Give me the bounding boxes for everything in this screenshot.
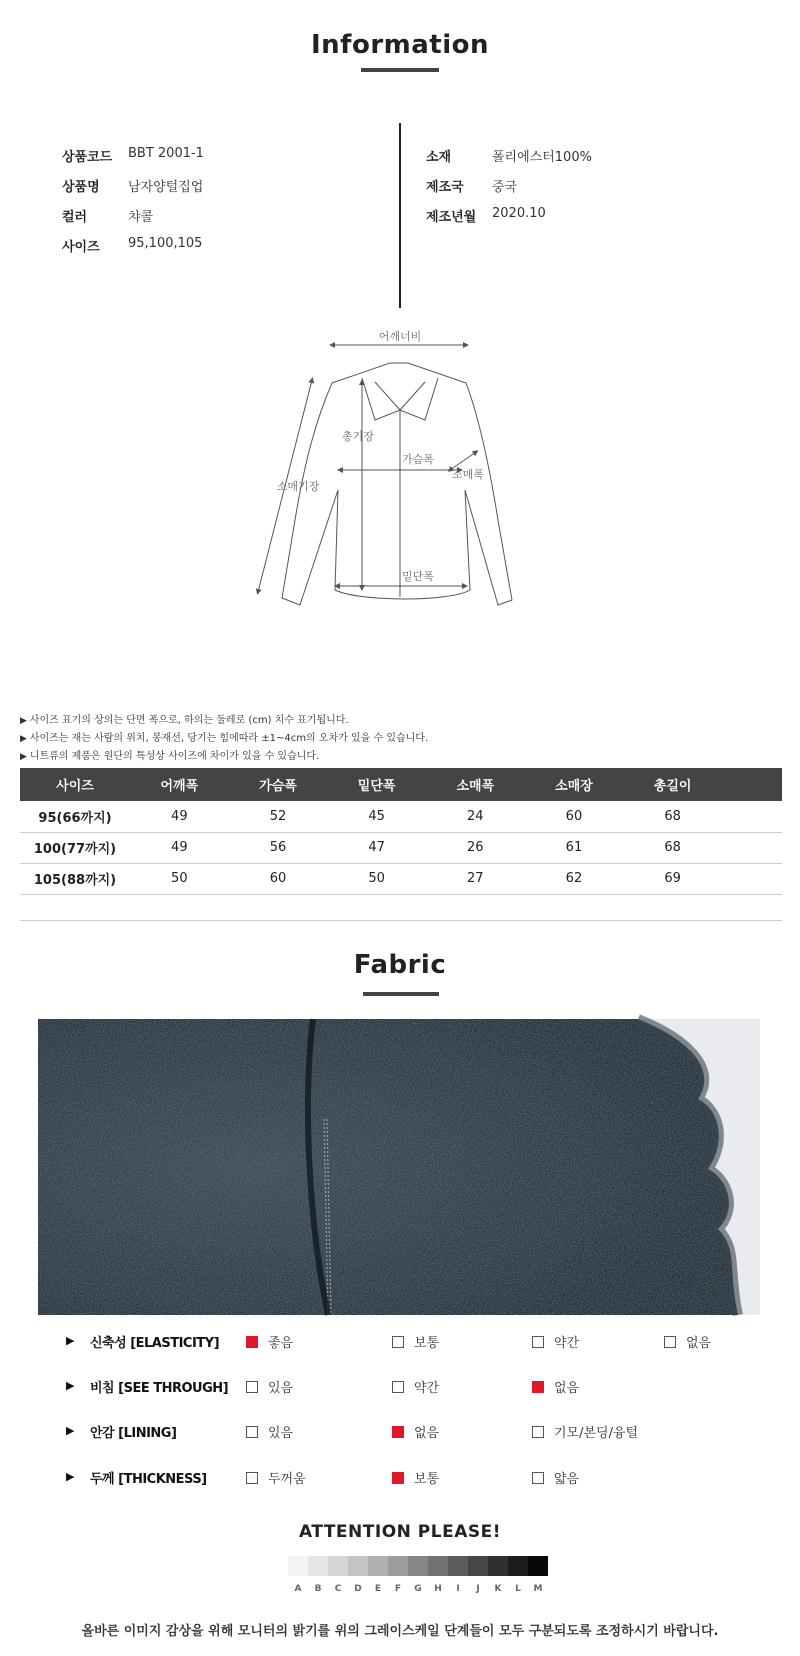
checked-box-icon (532, 1381, 544, 1393)
grayscale-letter: F (394, 1584, 402, 1594)
header-chest: 가슴폭 (229, 768, 328, 801)
info-row (426, 146, 592, 166)
grayscale-letter: H (434, 1584, 442, 1594)
grayscale-letter: E (374, 1584, 382, 1594)
info-label: 상품명 (62, 180, 100, 195)
grayscale-cell (408, 1556, 428, 1576)
grayscale-letter: C (334, 1584, 342, 1594)
option-label: 두꺼움 (268, 1472, 306, 1487)
option-label: 보통 (414, 1472, 440, 1487)
option-label: 있음 (268, 1381, 294, 1396)
table-row (20, 832, 782, 863)
size-table (20, 768, 782, 895)
table-row (20, 863, 782, 894)
attribute-option (532, 1332, 579, 1351)
table-cell: 49 (130, 832, 229, 863)
fabric-title-underline (363, 992, 439, 996)
shoulder-label: 어깨너비 (378, 330, 422, 343)
grayscale-strip (288, 1556, 548, 1576)
table-cell: 52 (229, 801, 328, 832)
option-label: 약간 (554, 1336, 580, 1351)
table-cell: 45 (327, 801, 426, 832)
table-cell: 62 (525, 863, 624, 894)
option-label: 기모/본딩/융털 (554, 1426, 639, 1441)
length-label: 총기장 (342, 430, 374, 443)
attribute-option (532, 1422, 638, 1441)
table-cell: 60 (229, 863, 328, 894)
table-cell: 50 (327, 863, 426, 894)
table-cell-spacer (722, 832, 782, 863)
info-value: 남자양털집업 (128, 180, 204, 195)
header-shoulder: 어깨폭 (130, 768, 229, 801)
fabric-attribute-row (0, 1330, 800, 1354)
information-title-underline (361, 68, 439, 72)
grayscale-cell (508, 1556, 528, 1576)
option-label: 있음 (268, 1426, 294, 1441)
grayscale-cell (528, 1556, 548, 1576)
grayscale-letter: L (515, 1584, 521, 1594)
hem-label: 밑단폭 (402, 570, 434, 583)
attribute-option (392, 1377, 439, 1396)
arrow-right-icon: ▶ (66, 1379, 75, 1392)
info-row (62, 206, 153, 226)
header-hem: 밑단폭 (327, 768, 426, 801)
info-label: 제조국 (426, 180, 464, 195)
empty-box-icon (392, 1381, 404, 1393)
grayscale-letter: D (354, 1584, 362, 1594)
grayscale-letter: I (456, 1584, 460, 1594)
attribute-option (392, 1468, 439, 1487)
note-item: ▶ 사이즈는 재는 사람의 위치, 봉재선, 당기는 힘에따라 ±1~4cm의 오차가 있을 수 있습니다. (20, 730, 428, 748)
fabric-attribute-row (0, 1420, 800, 1444)
calibration-message: 올바른 이미지 감상을 위해 모니터의 밝기를 위의 그레이스케일 단계들이 모두 구분되도록 조정하시기 바랍니다. (81, 1624, 719, 1639)
info-value: 95,100,105 (128, 236, 203, 251)
info-value: 2020.10 (492, 206, 546, 221)
grayscale-cell (468, 1556, 488, 1576)
empty-box-icon (246, 1381, 258, 1393)
info-row (62, 236, 202, 256)
fabric-attribute-row (0, 1466, 800, 1490)
chest-label: 가슴폭 (402, 453, 434, 466)
fabric-attribute-row (0, 1375, 800, 1399)
info-value: 폴리에스터100% (492, 150, 592, 165)
attribute-option (246, 1468, 306, 1487)
option-label: 없음 (554, 1381, 580, 1396)
header-sleeve-length: 소매장 (525, 768, 624, 801)
grayscale-cell (308, 1556, 328, 1576)
empty-box-icon (392, 1336, 404, 1348)
empty-box-icon (246, 1426, 258, 1438)
arrow-right-icon: ▶ (66, 1424, 75, 1437)
info-row (426, 176, 517, 196)
attribute-option (246, 1377, 293, 1396)
info-label: 상품코드 (62, 150, 113, 165)
checked-box-icon (246, 1336, 258, 1348)
option-label: 없음 (414, 1426, 440, 1441)
grayscale-cell (448, 1556, 468, 1576)
note-item: ▶ 사이즈 표기의 상의는 단면 폭으로, 하의는 둘레로 (cm) 치수 표기됩니다. (20, 712, 428, 730)
info-value: 챠콜 (128, 210, 154, 225)
grayscale-letters (288, 1584, 548, 1594)
info-label: 사이즈 (62, 240, 100, 255)
table-cell-spacer (722, 801, 782, 832)
table-cell: 68 (623, 832, 722, 863)
attribute-label: 비침 [SEE THROUGH] (90, 1381, 229, 1396)
header-total-length: 총길이 (623, 768, 722, 801)
table-cell: 56 (229, 832, 328, 863)
table-cell: 49 (130, 801, 229, 832)
table-cell: 100(77까지) (20, 832, 130, 863)
attribute-label: 안감 [LINING] (90, 1426, 177, 1441)
attribute-option (392, 1332, 439, 1351)
size-notes (20, 712, 428, 766)
attribute-option (664, 1332, 711, 1351)
fabric-title: Fabric (353, 950, 447, 980)
grayscale-cell (288, 1556, 308, 1576)
arrow-right-icon: ▶ (66, 1334, 75, 1347)
grayscale-cell (368, 1556, 388, 1576)
option-label: 얇음 (554, 1472, 580, 1487)
information-title: Information (310, 30, 490, 60)
grayscale-letter: M (533, 1584, 543, 1594)
table-bottom-divider (20, 920, 782, 921)
table-cell: 47 (327, 832, 426, 863)
table-row (20, 801, 782, 832)
attribute-option (246, 1332, 293, 1351)
grayscale-cell (328, 1556, 348, 1576)
attribute-option (532, 1377, 579, 1396)
grayscale-cell (428, 1556, 448, 1576)
fabric-texture-image (38, 1019, 760, 1315)
header-size: 사이즈 (20, 768, 130, 801)
attention-title: ATTENTION PLEASE! (299, 1522, 501, 1542)
attribute-label: 신축성 [ELASTICITY] (90, 1336, 220, 1351)
empty-box-icon (532, 1426, 544, 1438)
size-measurement-diagram (250, 330, 550, 650)
info-row (62, 176, 203, 196)
table-cell: 105(88까지) (20, 863, 130, 894)
table-cell-spacer (722, 863, 782, 894)
option-label: 없음 (686, 1336, 712, 1351)
table-cell: 61 (525, 832, 624, 863)
option-label: 좋음 (268, 1336, 294, 1351)
grayscale-cell (388, 1556, 408, 1576)
table-cell: 27 (426, 863, 525, 894)
grayscale-letter: A (294, 1584, 302, 1594)
attribute-option (392, 1422, 439, 1441)
grayscale-letter: B (314, 1584, 322, 1594)
grayscale-letter: K (494, 1584, 502, 1594)
info-label: 제조년월 (426, 210, 477, 225)
info-row (62, 146, 204, 166)
table-cell: 24 (426, 801, 525, 832)
arrow-right-icon: ▶ (66, 1470, 75, 1483)
sleeve-length-label: 소매기장 (276, 480, 320, 493)
checked-box-icon (392, 1472, 404, 1484)
checked-box-icon (392, 1426, 404, 1438)
sleeve-width-label: 소매폭 (452, 468, 484, 481)
grayscale-letter: J (476, 1584, 480, 1594)
size-table-header (20, 768, 782, 801)
option-label: 약간 (414, 1381, 440, 1396)
info-label: 소재 (426, 150, 452, 165)
option-label: 보통 (414, 1336, 440, 1351)
info-value: BBT 2001-1 (128, 146, 204, 161)
attribute-label: 두께 [THICKNESS] (90, 1472, 207, 1487)
grayscale-cell (488, 1556, 508, 1576)
table-cell: 26 (426, 832, 525, 863)
table-cell: 68 (623, 801, 722, 832)
empty-box-icon (532, 1336, 544, 1348)
empty-box-icon (532, 1472, 544, 1484)
info-column-divider (399, 123, 401, 308)
header-sleeve-width: 소매폭 (426, 768, 525, 801)
table-cell: 60 (525, 801, 624, 832)
header-spacer (722, 768, 782, 801)
table-cell: 95(66까지) (20, 801, 130, 832)
info-label: 컬러 (62, 210, 88, 225)
info-row (426, 206, 546, 226)
info-value: 중국 (492, 180, 518, 195)
empty-box-icon (664, 1336, 676, 1348)
table-cell: 50 (130, 863, 229, 894)
grayscale-letter: G (414, 1584, 422, 1594)
empty-box-icon (246, 1472, 258, 1484)
attribute-option (532, 1468, 579, 1487)
note-item: ▶ 니트류의 제품은 원단의 특성상 사이즈에 차이가 있을 수 있습니다. (20, 748, 428, 766)
table-cell: 69 (623, 863, 722, 894)
grayscale-cell (348, 1556, 368, 1576)
attribute-option (246, 1422, 293, 1441)
